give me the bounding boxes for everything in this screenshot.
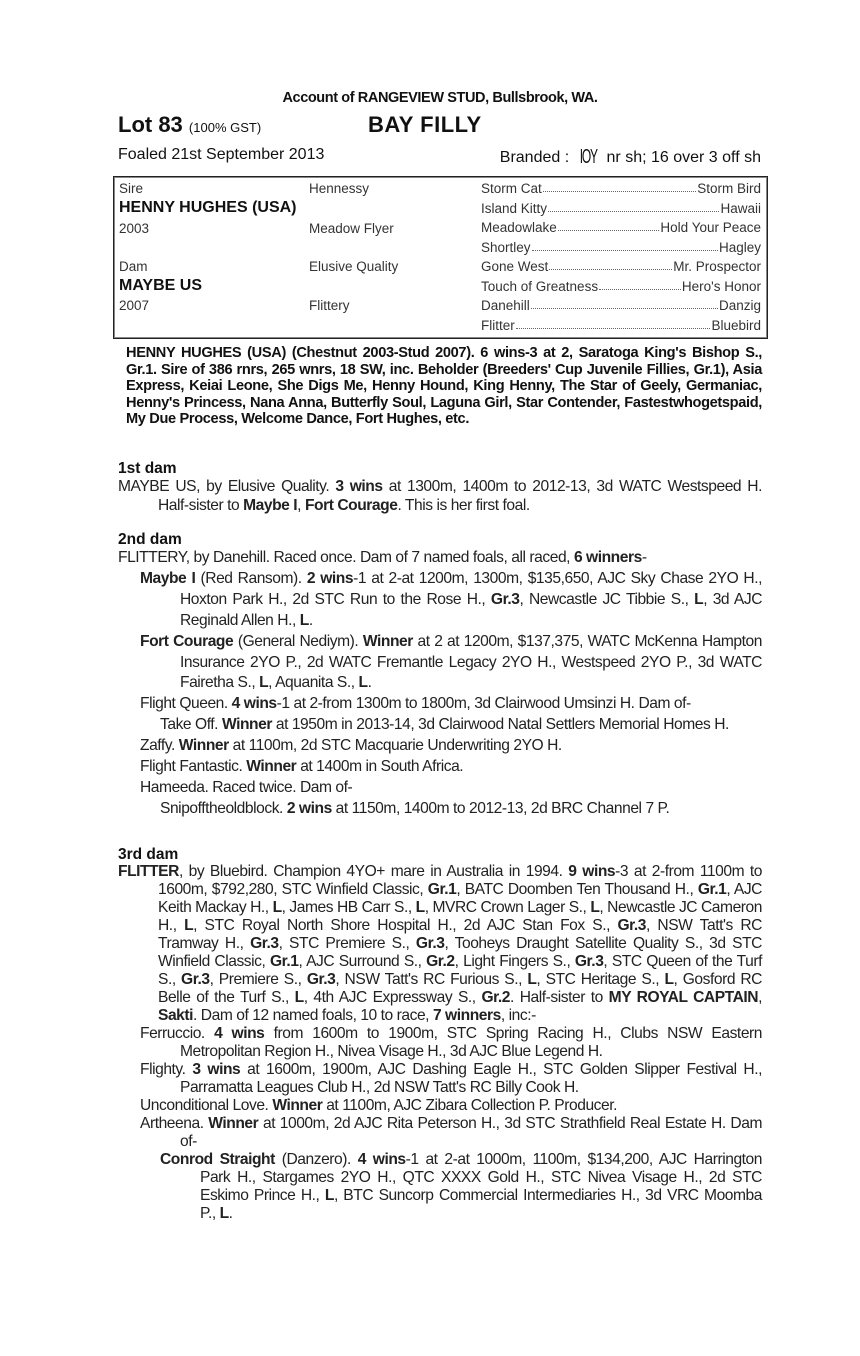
bold-text: MY ROYAL CAPTAIN xyxy=(608,989,759,1006)
text-run: (General Nediym). xyxy=(233,632,363,650)
branding xyxy=(500,146,761,169)
dot-leader xyxy=(549,259,672,270)
bold-text: L xyxy=(694,590,704,608)
grandparent-row xyxy=(481,318,761,333)
grandparent-name: Touch of Greatness xyxy=(481,278,599,294)
grandparent-row xyxy=(481,220,761,235)
bold-text: Gr.1 xyxy=(269,953,299,970)
text-run: at 1950m in 2013-14, 3d Clairwood Natal Settlers Memorial Homes H. xyxy=(271,716,729,734)
bold-text: Gr.3 xyxy=(490,590,520,608)
dot-leader xyxy=(516,318,711,329)
grandparent-name: Storm Cat xyxy=(481,181,542,196)
text-run: , STC Heritage S., xyxy=(536,971,665,988)
text-run: Take Off. xyxy=(160,716,222,734)
bold-text: L xyxy=(294,989,304,1006)
text-run: , James HB Carr S., xyxy=(281,899,416,916)
grandparent-name: Shortley xyxy=(481,239,531,255)
bold-text: Winner xyxy=(208,1115,259,1132)
great-grandsire-name: Hagley xyxy=(718,239,761,255)
dam-label: Dam xyxy=(119,259,148,274)
bold-text: Maybe I xyxy=(140,569,196,587)
text-run: Flighty. xyxy=(140,1061,193,1078)
pedigree-entry xyxy=(140,694,762,715)
dot-leader xyxy=(548,201,719,212)
text-run: Unconditional Love. xyxy=(140,1097,273,1114)
dam-section xyxy=(0,460,860,515)
bold-text: L xyxy=(415,899,425,916)
gst-note: (100% GST) xyxy=(188,120,262,135)
text-run: , Newcastle JC Cameron H., xyxy=(158,899,762,934)
sire-year: 2003 xyxy=(119,221,150,236)
text-run: -1 at 2-at 1200m, 1300m, $135,650, AJC Sky Chase 2YO H., Hoxton Park H., 2d STC Run to the Rose H., xyxy=(180,569,762,608)
text-run: FLITTERY, by Danehill. Raced once. Dam of 7 named foals, all raced, xyxy=(118,549,574,566)
great-grandsire-name: Mr. Prospector xyxy=(673,259,761,274)
text-run: , NSW Tatt's RC Tramway H., xyxy=(158,917,762,952)
text-run: MAYBE US, by Elusive Quality. xyxy=(118,478,336,495)
bold-text: Conrod Straight xyxy=(160,1151,275,1168)
pedigree-entry xyxy=(140,569,763,632)
text-run: , 3d AJC Reginald Allen H., xyxy=(180,590,763,629)
bold-text: Gr.1 xyxy=(697,881,727,898)
text-run: at 1100m, AJC Zibara Collection P. Producer. xyxy=(322,1097,618,1114)
text-run: , MVRC Crown Lager S., xyxy=(424,899,591,916)
lot-number xyxy=(118,112,261,138)
text-run: (Danzero). xyxy=(274,1151,358,1168)
bold-text: L xyxy=(358,674,368,692)
bold-text: Winner xyxy=(272,1097,323,1114)
bold-text: FLITTER xyxy=(118,863,179,880)
text-run: , NSW Tatt's RC Furious S., xyxy=(335,971,528,988)
grandparent-row xyxy=(481,298,761,313)
text-run: at 1300m, 1400m to 2012-13, 3d WATC Westspeed H. Half-sister to xyxy=(158,478,762,514)
pedigree-entry xyxy=(118,477,762,515)
pedigree-entry xyxy=(118,548,762,569)
sire-dam: Meadow Flyer xyxy=(309,221,394,236)
pedigree-entry xyxy=(160,1151,762,1223)
bold-text: 2 wins xyxy=(306,569,354,587)
great-grandsire-name: Storm Bird xyxy=(697,181,761,196)
text-run: Artheena. xyxy=(140,1115,209,1132)
bold-text: 9 wins xyxy=(568,863,616,880)
grandparent-name: Danehill xyxy=(481,298,530,313)
horse-description: BAY FILLY xyxy=(368,112,482,137)
bold-text: Gr.3 xyxy=(250,935,279,952)
grandparent-name: Gone West xyxy=(481,259,549,274)
bold-text: Winner xyxy=(178,737,229,755)
bold-text: Gr.3 xyxy=(415,935,445,952)
text-run: Ferruccio. xyxy=(140,1025,215,1042)
bold-text: Gr.2 xyxy=(481,989,511,1006)
bold-text: L xyxy=(299,611,309,629)
text-run: . xyxy=(308,611,313,629)
grandparent-name: Meadowlake xyxy=(481,220,557,235)
pedigree-entry xyxy=(118,863,762,1025)
pedigree-entry xyxy=(140,736,762,757)
brand-mark-icon: IOY xyxy=(579,146,597,168)
text-run: , Gosford RC Belle of the Turf S., xyxy=(158,971,762,1006)
section-heading: 3rd dam xyxy=(118,846,179,863)
text-run: (Red Ransom). xyxy=(195,569,307,587)
text-run: at 2 at 1200m, $137,375, WATC McKenna Hampton Insurance 2YO P., 2d WATC Fremantle Legacy 2YO H., Westspeed 2YO P., 3d WATC Fairetha S., xyxy=(180,632,762,692)
bold-text: L xyxy=(219,1205,229,1222)
pedigree-entry xyxy=(140,632,762,695)
bold-text: L xyxy=(527,971,537,988)
text-run: , AJC Surround S., xyxy=(298,953,427,970)
bold-text: 4 wins xyxy=(357,1151,406,1168)
text-run: Zaffy. xyxy=(140,737,179,755)
bold-text: Fort Courage xyxy=(304,497,398,514)
dam-section xyxy=(0,846,860,1223)
grandparent-row xyxy=(481,181,761,196)
bold-text: Winner xyxy=(246,758,297,776)
text-run: Flight Queen. xyxy=(140,695,232,713)
text-run: , BTC Suncorp Commercial Intermediaries H., 3d VRC Moomba P., xyxy=(200,1187,762,1222)
text-run: . xyxy=(228,1205,233,1222)
dot-leader xyxy=(532,240,718,251)
bold-text: 2 wins xyxy=(286,799,332,817)
text-run: from 1600m to 1900m, STC Spring Racing H., Clubs NSW Eastern Metropolitan Region H., Nivea Visage H., 3d AJC Blue Legend H. xyxy=(180,1025,763,1060)
text-run: , xyxy=(297,497,305,514)
text-run: , Newcastle JC Tibbie S., xyxy=(519,590,695,608)
pedigree-entry xyxy=(160,799,762,820)
text-run: . This is her first foal. xyxy=(397,497,530,514)
sire-label: Sire xyxy=(119,181,144,196)
text-run: . xyxy=(367,674,372,692)
vendor-account: Account of RANGEVIEW STUD, Bullsbrook, WA. xyxy=(282,90,598,106)
text-run: at 1600m, 1900m, AJC Dashing Eagle H., STC Golden Slipper Festival H., Parramatta Leagues Club H., 2d NSW Tatt's RC Billy Cook H. xyxy=(180,1061,763,1096)
bold-text: Gr.1 xyxy=(427,881,457,898)
text-run: , BATC Doomben Ten Thousand H., xyxy=(456,881,698,898)
grandparent-row xyxy=(481,240,761,255)
bold-text: L xyxy=(664,971,674,988)
sire-name: HENNY HUGHES (USA) xyxy=(119,199,297,216)
sire-summary: HENNY HUGHES (USA) (Chestnut 2003-Stud 2007). 6 wins-3 at 2, Saratoga King's Bishop S., Gr.1. Sire of 386 rnrs, 265 wnrs, 18 SW, inc. Beholder (Breeders' Cup Juvenile Fillies, Gr.1), Asia Express, Keiai Leone, She Digs Me, Henny Hound, King Henny, The Star of Geely, Germaniac, Henny's Princess, Nana Anna, Butterfly Soul, Laguna Girl, Star Contender, Fastestwhogetspaid, My Due Process, Welcome Dance, Fort Hughes, etc. xyxy=(126,345,762,428)
bold-text: L xyxy=(324,1187,334,1204)
grandparent-row xyxy=(481,259,761,274)
bold-text: Winner xyxy=(362,632,413,650)
great-grandsire-name: Hawaii xyxy=(720,200,761,216)
pedigree-entry xyxy=(140,1025,763,1061)
bold-text: 7 winners xyxy=(432,1007,501,1024)
text-run: , xyxy=(758,989,762,1006)
dam-sire: Elusive Quality xyxy=(309,259,399,274)
text-run: , STC Queen of the Turf S., xyxy=(158,953,762,988)
dot-leader xyxy=(531,298,718,309)
bold-text: 3 wins xyxy=(335,478,383,495)
text-run: Snipofftheoldblock. xyxy=(160,799,287,817)
pedigree-entry xyxy=(140,757,762,778)
grandparent-row xyxy=(481,201,761,216)
text-run: at 1000m, 2d AJC Rita Peterson H., 3d STC Strathfield Real Estate H. Dam of- xyxy=(180,1115,762,1150)
sire-sire: Hennessy xyxy=(309,181,370,196)
text-run: . Half-sister to xyxy=(510,989,609,1006)
bold-text: Maybe I xyxy=(243,497,298,514)
text-run: Flight Fantastic. xyxy=(140,758,247,776)
grandparent-name: Flitter xyxy=(481,317,515,333)
section-heading: 2nd dam xyxy=(118,531,182,548)
bold-text: Gr.3 xyxy=(181,971,210,988)
text-run: at 1100m, 2d STC Macquarie Underwriting 2YO H. xyxy=(228,737,562,755)
pedigree-entry xyxy=(140,1115,762,1151)
text-run: , inc:- xyxy=(500,1007,536,1024)
dam-year: 2007 xyxy=(119,298,150,313)
great-grandsire-name: Hero's Honor xyxy=(681,278,761,294)
bold-text: 4 wins xyxy=(214,1025,265,1042)
bold-text: Fort Courage xyxy=(140,632,234,650)
text-run: Hameeda. Raced twice. Dam of- xyxy=(140,778,353,796)
bold-text: 3 wins xyxy=(192,1061,241,1078)
text-run: -1 at 2-at 1000m, 1100m, $134,200, AJC Harrington Park H., Stargames 2YO H., QTC XXXX Gold H., STC Nivea Visage H., 2d STC Eskimo Prince H., xyxy=(200,1151,762,1204)
pedigree-table xyxy=(113,176,768,339)
great-grandsire-name: Danzig xyxy=(718,298,761,313)
bold-text: L xyxy=(184,917,194,934)
text-run: -3 at 2-from 1100m to 1600m, $792,280, STC Winfield Classic, xyxy=(158,863,762,898)
text-run: , Tooheys Draught Satellite Quality S., 3d STC Winfield Classic, xyxy=(158,935,762,970)
dot-leader xyxy=(543,181,696,192)
branded-label: Branded : xyxy=(499,149,570,166)
text-run: , Premiere S., xyxy=(209,971,307,988)
great-grandsire-name: Bluebird xyxy=(711,317,761,333)
pedigree-entry xyxy=(140,1097,762,1115)
text-run: -1 at 2-from 1300m to 1800m, 3d Clairwood Umsinzi H. Dam of- xyxy=(276,695,691,713)
pedigree-entry xyxy=(140,778,762,799)
grandparent-row xyxy=(481,279,761,294)
bold-text: 6 winners xyxy=(573,549,642,566)
bold-text: Gr.3 xyxy=(574,953,604,970)
bold-text: Sakti xyxy=(158,1007,194,1024)
bold-text: L xyxy=(259,674,269,692)
text-run: at 1400m in South Africa. xyxy=(296,758,464,776)
text-run: . Dam of 12 named foals, 10 to race, xyxy=(193,1007,433,1024)
text-run: , STC Premiere S., xyxy=(278,935,416,952)
bold-text: L xyxy=(272,899,282,916)
dam-section xyxy=(0,531,860,820)
text-run: , Light Fingers S., xyxy=(454,953,575,970)
bold-text: Winner xyxy=(221,716,272,734)
bold-text: Gr.3 xyxy=(306,971,336,988)
great-grandsire-name: Hold Your Peace xyxy=(660,220,761,235)
text-run: - xyxy=(641,549,647,566)
branded-details: nr sh; 16 over 3 off sh xyxy=(606,149,761,166)
text-run: , Aquanita S., xyxy=(268,674,359,692)
dot-leader xyxy=(558,220,660,231)
bold-text: L xyxy=(590,899,600,916)
dot-leader xyxy=(599,279,681,290)
text-run: at 1150m, 1400m to 2012-13, 2d BRC Channel 7 P. xyxy=(331,799,670,817)
dam-name: MAYBE US xyxy=(119,277,202,294)
grandparent-name: Island Kitty xyxy=(481,200,548,216)
pedigree-entry xyxy=(160,715,762,736)
text-run: , 4th AJC Expressway S., xyxy=(303,989,482,1006)
text-run: , by Bluebird. Champion 4YO+ mare in Australia in 1994. xyxy=(178,863,569,880)
dam-dam: Flittery xyxy=(309,298,350,313)
text-run: , AJC Keith Mackay H., xyxy=(158,881,762,916)
pedigree-entry xyxy=(140,1061,763,1097)
foaled-date: Foaled 21st September 2013 xyxy=(118,146,325,163)
bold-text: Gr.2 xyxy=(426,953,455,970)
bold-text: 4 wins xyxy=(231,695,277,713)
lot-label: Lot 83 xyxy=(118,112,183,137)
section-heading: 1st dam xyxy=(118,460,177,477)
bold-text: Gr.3 xyxy=(617,917,647,934)
text-run: , STC Royal North Shore Hospital H., 2d AJC Stan Fox S., xyxy=(193,917,618,934)
